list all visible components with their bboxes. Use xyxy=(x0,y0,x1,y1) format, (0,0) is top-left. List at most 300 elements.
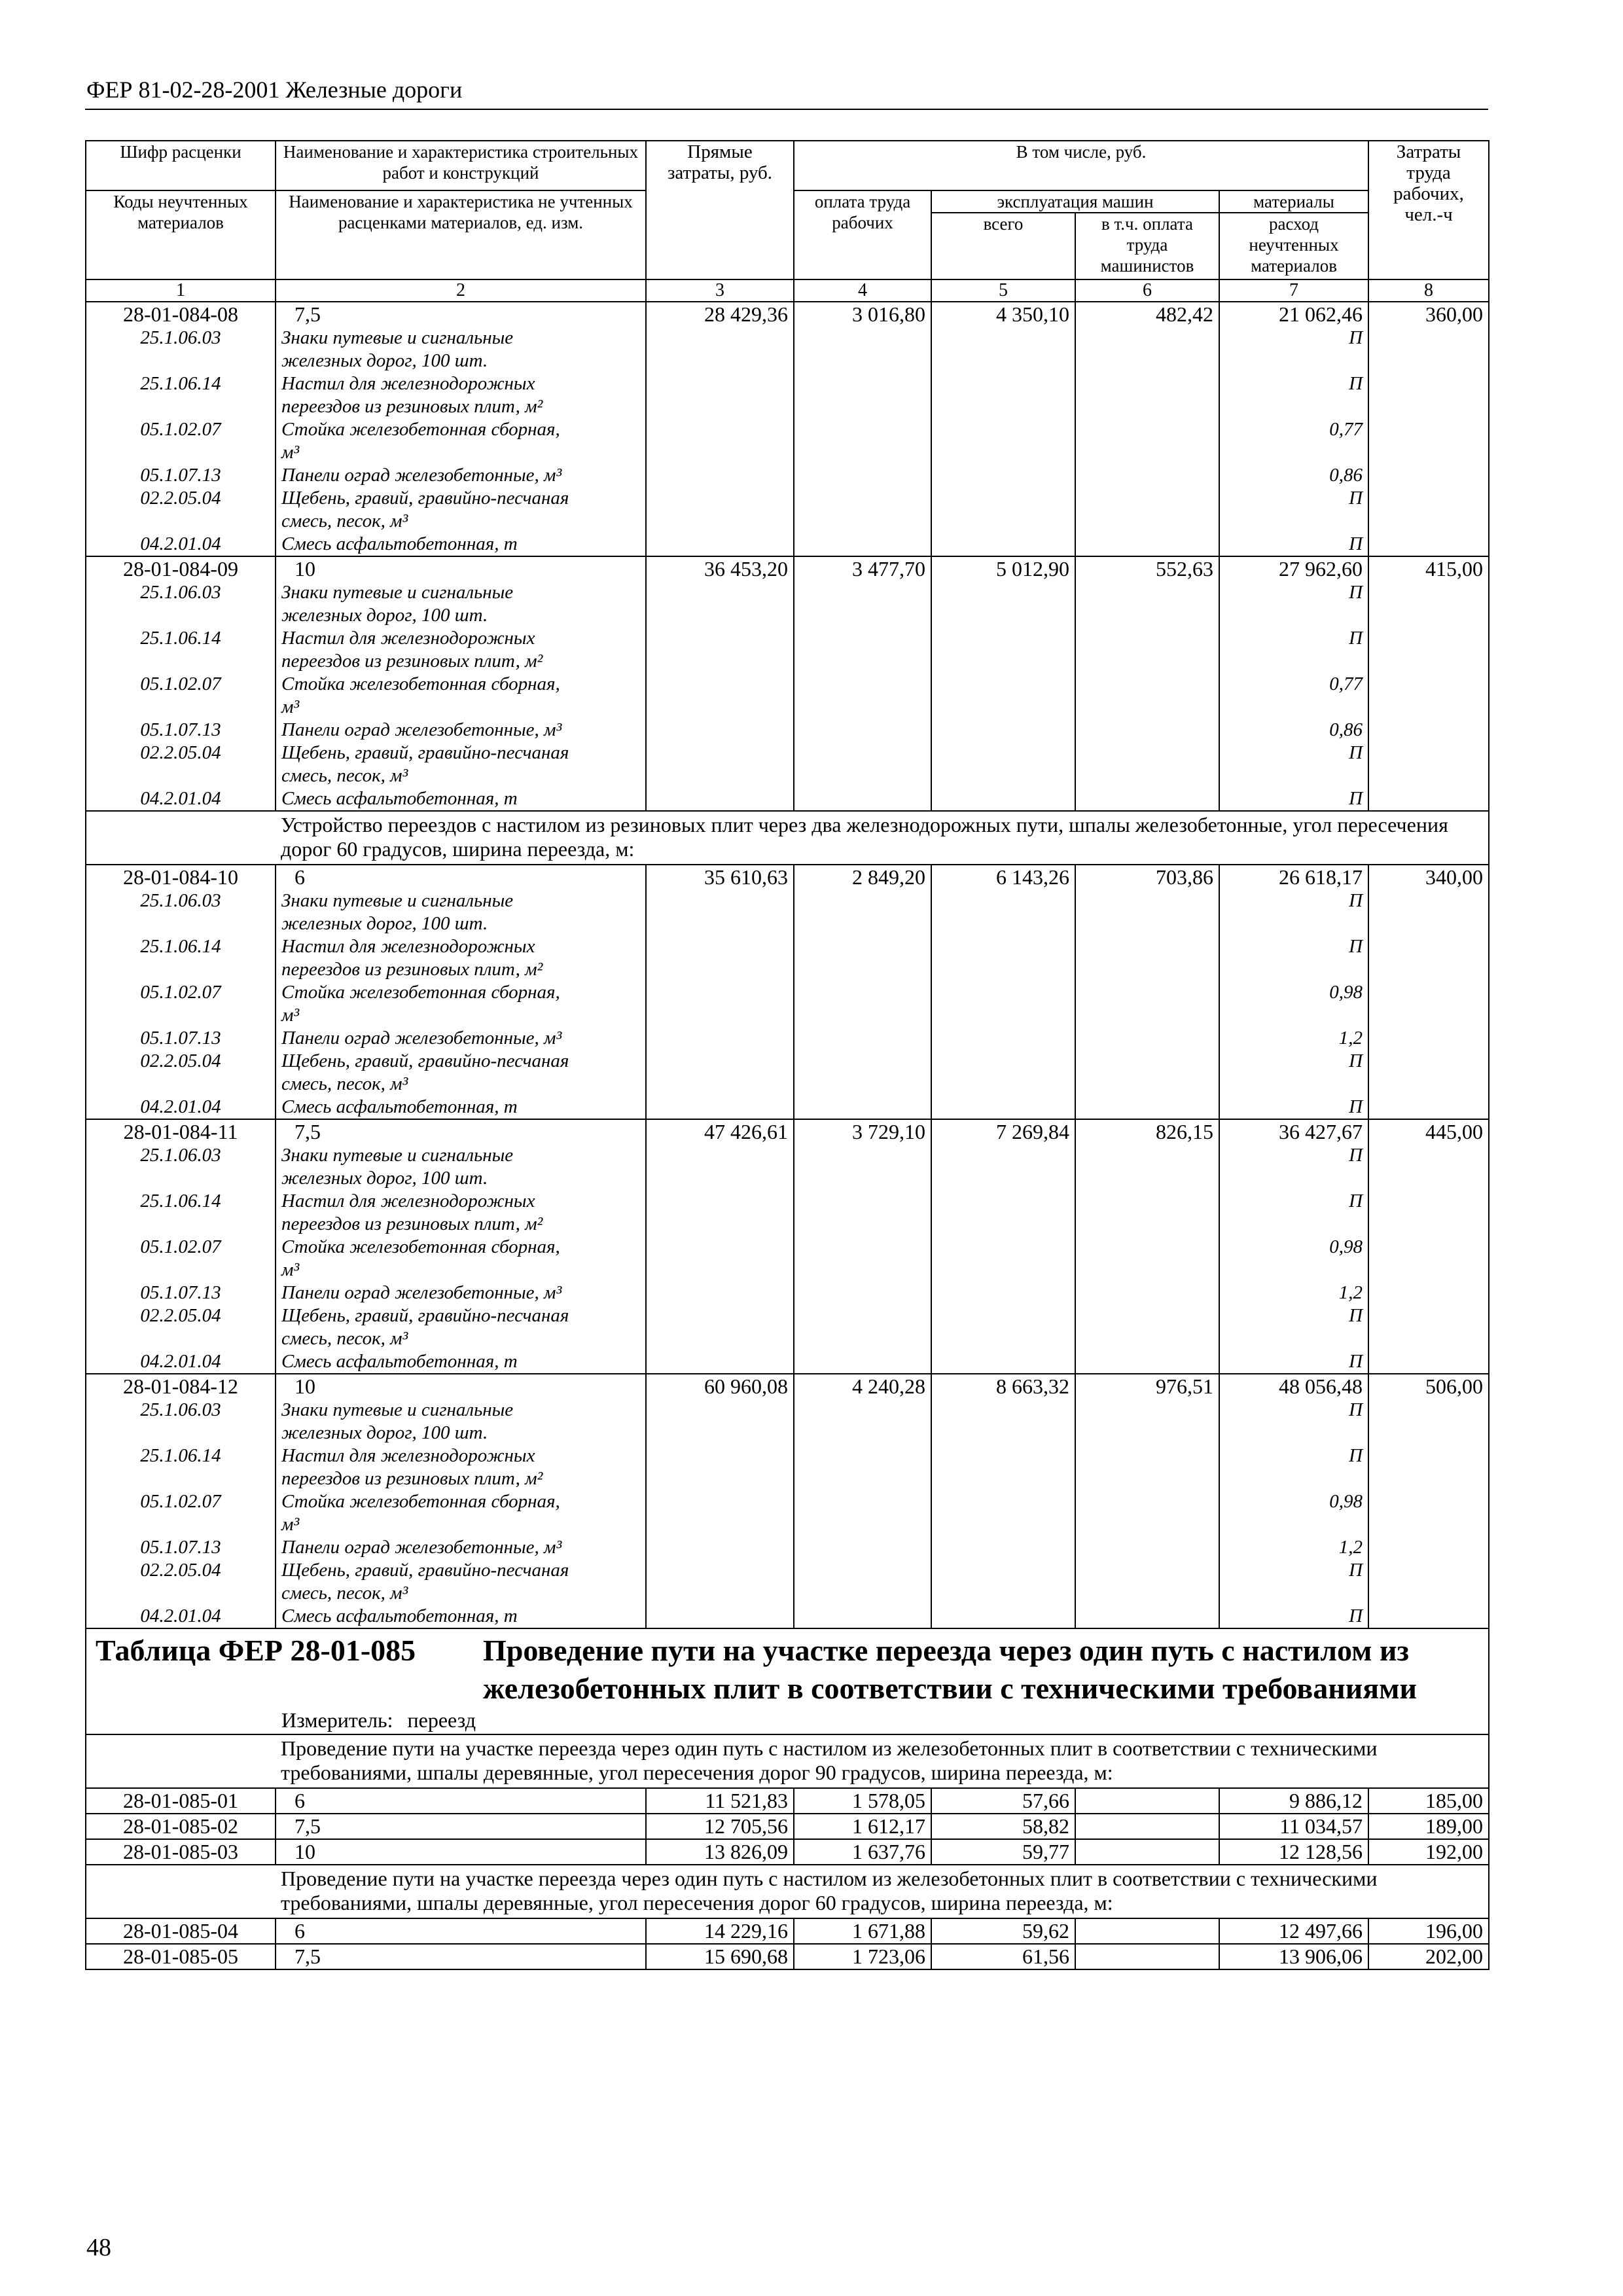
material-consumption: 1,2 xyxy=(1219,1027,1368,1050)
material-name xyxy=(276,673,646,719)
material-consumption: П xyxy=(1219,787,1368,811)
machines-pay: 482,42 xyxy=(1075,302,1219,327)
material-name-line: Стойка железобетонная сборная, xyxy=(281,1236,560,1257)
column-number: 5 xyxy=(931,279,1075,302)
direct-cost: 36 453,20 xyxy=(646,556,794,581)
material-code: 02.2.05.04 xyxy=(86,1304,276,1350)
table-title-cell xyxy=(86,1628,1489,1734)
empty-cell xyxy=(646,581,794,627)
material-name xyxy=(276,1144,646,1190)
material-name-line: Настил для железнодорожных xyxy=(281,1445,535,1466)
empty-cell xyxy=(646,418,794,464)
empty-cell xyxy=(931,1027,1075,1050)
empty-cell xyxy=(931,719,1075,742)
header-machines-pay: в т.ч. оплата труда машинистов xyxy=(1075,213,1219,279)
section-row xyxy=(86,1734,1489,1788)
machines-pay: 552,63 xyxy=(1075,556,1219,581)
table-title-row xyxy=(86,1628,1489,1734)
machines-total: 6 143,26 xyxy=(931,865,1075,889)
direct-cost: 14 229,16 xyxy=(646,1918,794,1944)
material-row xyxy=(86,1399,1489,1444)
material-consumption: П xyxy=(1219,935,1368,981)
material-code: 25.1.06.14 xyxy=(86,372,276,418)
rate-row xyxy=(86,302,1489,327)
material-code: 25.1.06.03 xyxy=(86,1399,276,1444)
material-name-line: Панели оград железобетонные, м³ xyxy=(281,465,562,486)
empty-cell xyxy=(646,673,794,719)
material-consumption: П xyxy=(1219,327,1368,372)
labor-pay: 1 578,05 xyxy=(794,1788,931,1814)
material-code: 05.1.02.07 xyxy=(86,1490,276,1536)
machines-pay xyxy=(1075,1918,1219,1944)
material-name xyxy=(276,1444,646,1490)
table-caption: Проведение пути на участке переезда через один путь с настилом из железобетонных плит в соответствии с техническими требованиями xyxy=(483,1634,1417,1705)
machines-total: 7 269,84 xyxy=(931,1119,1075,1144)
empty-cell xyxy=(931,1536,1075,1559)
material-row xyxy=(86,464,1489,487)
header-labor: Затраты труда рабочих, чел.-ч xyxy=(1368,141,1489,279)
empty-cell xyxy=(931,981,1075,1027)
material-code: 25.1.06.14 xyxy=(86,1444,276,1490)
material-name-line: Настил для железнодорожных xyxy=(281,936,535,957)
material-code: 25.1.06.14 xyxy=(86,1190,276,1236)
empty-cell xyxy=(931,787,1075,811)
empty-cell xyxy=(794,935,931,981)
material-name-line: переездов из резиновых плит, м² xyxy=(281,959,543,980)
empty-cell xyxy=(794,1027,931,1050)
material-row xyxy=(86,889,1489,935)
empty-cell xyxy=(1075,327,1219,372)
empty-cell xyxy=(1368,487,1489,533)
material-name-line: м³ xyxy=(281,696,300,717)
material-code: 05.1.07.13 xyxy=(86,719,276,742)
labor-hours: 196,00 xyxy=(1368,1918,1489,1944)
empty-cell xyxy=(794,1304,931,1350)
material-name-line: м³ xyxy=(281,442,300,463)
material-name xyxy=(276,1605,646,1628)
empty-cell xyxy=(646,1605,794,1628)
empty-cell xyxy=(794,1144,931,1190)
labor-pay: 1 723,06 xyxy=(794,1944,931,1969)
rate-name: 6 xyxy=(276,1788,646,1814)
material-name xyxy=(276,1190,646,1236)
meter xyxy=(92,1708,1483,1734)
empty-cell xyxy=(931,742,1075,787)
material-name-line: Знаки путевые и сигнальные xyxy=(281,1399,514,1420)
empty-cell xyxy=(1368,1236,1489,1282)
material-name xyxy=(276,719,646,742)
empty-cell xyxy=(1075,1282,1219,1304)
empty-cell xyxy=(794,1282,931,1304)
material-name xyxy=(276,372,646,418)
empty-cell xyxy=(931,1605,1075,1628)
empty-cell xyxy=(1075,1236,1219,1282)
machines-total: 57,66 xyxy=(931,1788,1075,1814)
material-code: 05.1.07.13 xyxy=(86,1282,276,1304)
header-machines: эксплуатация машин xyxy=(931,190,1219,213)
empty-cell xyxy=(646,1144,794,1190)
material-code: 25.1.06.03 xyxy=(86,581,276,627)
material-name-line: Знаки путевые и сигнальные xyxy=(281,327,514,348)
material-name xyxy=(276,1050,646,1096)
material-row xyxy=(86,327,1489,372)
materials-cost: 9 886,12 xyxy=(1219,1788,1368,1814)
material-name-line: Смесь асфальтобетонная, т xyxy=(281,1605,518,1626)
material-consumption: 1,2 xyxy=(1219,1282,1368,1304)
empty-cell xyxy=(794,889,931,935)
material-name xyxy=(276,581,646,627)
material-code: 05.1.02.07 xyxy=(86,981,276,1027)
empty-cell xyxy=(1368,935,1489,981)
material-code: 05.1.02.07 xyxy=(86,673,276,719)
empty-cell xyxy=(794,533,931,556)
empty-cell xyxy=(1075,1444,1219,1490)
material-name-line: Стойка железобетонная сборная, xyxy=(281,419,560,440)
material-name xyxy=(276,981,646,1027)
material-row xyxy=(86,1559,1489,1605)
direct-cost: 35 610,63 xyxy=(646,865,794,889)
empty-cell xyxy=(1075,742,1219,787)
empty-cell xyxy=(794,1444,931,1490)
empty-cell xyxy=(794,981,931,1027)
empty-cell xyxy=(1368,1444,1489,1490)
material-code: 02.2.05.04 xyxy=(86,742,276,787)
empty-cell xyxy=(1368,1399,1489,1444)
empty-cell xyxy=(931,627,1075,673)
material-consumption: 0,86 xyxy=(1219,464,1368,487)
material-code: 04.2.01.04 xyxy=(86,1605,276,1628)
section-spacer xyxy=(86,811,276,865)
empty-cell xyxy=(646,1050,794,1096)
empty-cell xyxy=(794,1605,931,1628)
rate-name: 10 xyxy=(276,556,646,581)
empty-cell xyxy=(794,1190,931,1236)
empty-cell xyxy=(646,981,794,1027)
empty-cell xyxy=(931,327,1075,372)
empty-cell xyxy=(1075,889,1219,935)
material-name-line: переездов из резиновых плит, м² xyxy=(281,1213,543,1234)
empty-cell xyxy=(1368,1490,1489,1536)
labor-pay: 3 016,80 xyxy=(794,302,931,327)
empty-cell xyxy=(646,742,794,787)
material-consumption: П xyxy=(1219,1605,1368,1628)
labor-hours: 202,00 xyxy=(1368,1944,1489,1969)
empty-cell xyxy=(1075,1350,1219,1374)
material-name-line: Щебень, гравий, гравийно-песчаная xyxy=(281,1305,569,1326)
empty-cell xyxy=(931,1444,1075,1490)
material-name-line: Стойка железобетонная сборная, xyxy=(281,1491,560,1512)
rate-row xyxy=(86,1814,1489,1839)
material-row xyxy=(86,787,1489,811)
empty-cell xyxy=(1075,1096,1219,1119)
empty-cell xyxy=(794,719,931,742)
material-row xyxy=(86,1536,1489,1559)
labor-hours: 415,00 xyxy=(1368,556,1489,581)
rate-code: 28-01-084-10 xyxy=(86,865,276,889)
empty-cell xyxy=(931,1282,1075,1304)
empty-cell xyxy=(794,1050,931,1096)
machines-pay xyxy=(1075,1814,1219,1839)
empty-cell xyxy=(931,464,1075,487)
rate-row xyxy=(86,1839,1489,1865)
material-consumption: П xyxy=(1219,533,1368,556)
empty-cell xyxy=(931,1559,1075,1605)
header-including: В том числе, руб. xyxy=(794,141,1368,190)
empty-cell xyxy=(794,627,931,673)
empty-cell xyxy=(646,935,794,981)
empty-cell xyxy=(1368,327,1489,372)
labor-pay: 1 637,76 xyxy=(794,1839,931,1865)
material-name xyxy=(276,787,646,811)
labor-hours: 340,00 xyxy=(1368,865,1489,889)
material-row xyxy=(86,1236,1489,1282)
page-number: 48 xyxy=(86,2234,111,2261)
rate-code: 28-01-085-04 xyxy=(86,1918,276,1944)
material-name-line: Знаки путевые и сигнальные xyxy=(281,582,514,603)
material-name-line: смесь, песок, м³ xyxy=(281,765,408,786)
labor-hours: 360,00 xyxy=(1368,302,1489,327)
empty-cell xyxy=(794,487,931,533)
empty-cell xyxy=(646,372,794,418)
empty-cell xyxy=(646,1444,794,1490)
material-name xyxy=(276,1304,646,1350)
materials-cost: 27 962,60 xyxy=(1219,556,1368,581)
header-labor-pay: оплата труда рабочих xyxy=(794,190,931,279)
empty-cell xyxy=(1075,464,1219,487)
empty-cell xyxy=(1075,1144,1219,1190)
material-name-line: Смесь асфальтобетонная, т xyxy=(281,1351,518,1372)
empty-cell xyxy=(1368,533,1489,556)
labor-pay: 3 729,10 xyxy=(794,1119,931,1144)
materials-cost: 21 062,46 xyxy=(1219,302,1368,327)
empty-cell xyxy=(1075,1190,1219,1236)
empty-cell xyxy=(1075,1559,1219,1605)
running-head: ФЕР 81-02-28-2001 Железные дороги xyxy=(86,77,463,103)
material-name-line: Щебень, гравий, гравийно-песчаная xyxy=(281,488,569,509)
material-name xyxy=(276,627,646,673)
materials-cost: 48 056,48 xyxy=(1219,1374,1368,1399)
empty-cell xyxy=(931,487,1075,533)
material-name-line: железных дорог, 100 шт. xyxy=(281,1422,488,1443)
material-consumption: 1,2 xyxy=(1219,1536,1368,1559)
material-name xyxy=(276,1490,646,1536)
material-name-line: переездов из резиновых плит, м² xyxy=(281,651,543,672)
material-name xyxy=(276,487,646,533)
empty-cell xyxy=(1075,719,1219,742)
empty-cell xyxy=(794,742,931,787)
material-name xyxy=(276,742,646,787)
material-name-line: железных дорог, 100 шт. xyxy=(281,913,488,934)
material-row xyxy=(86,1350,1489,1374)
empty-cell xyxy=(646,1236,794,1282)
empty-cell xyxy=(1368,1350,1489,1374)
empty-cell xyxy=(1368,372,1489,418)
material-name-line: Смесь асфальтобетонная, т xyxy=(281,1096,518,1117)
labor-hours: 506,00 xyxy=(1368,1374,1489,1399)
material-row xyxy=(86,742,1489,787)
material-consumption: 0,86 xyxy=(1219,719,1368,742)
empty-cell xyxy=(1075,981,1219,1027)
machines-pay: 976,51 xyxy=(1075,1374,1219,1399)
empty-cell xyxy=(646,1190,794,1236)
empty-cell xyxy=(646,719,794,742)
empty-cell xyxy=(1368,981,1489,1027)
machines-pay xyxy=(1075,1944,1219,1969)
empty-cell xyxy=(1368,627,1489,673)
material-row xyxy=(86,1282,1489,1304)
labor-hours: 192,00 xyxy=(1368,1839,1489,1865)
empty-cell xyxy=(646,1304,794,1350)
empty-cell xyxy=(931,889,1075,935)
material-consumption: П xyxy=(1219,742,1368,787)
empty-cell xyxy=(931,1236,1075,1282)
material-consumption: П xyxy=(1219,1144,1368,1190)
rate-name: 10 xyxy=(276,1839,646,1865)
rate-code: 28-01-084-11 xyxy=(86,1119,276,1144)
machines-total: 59,77 xyxy=(931,1839,1075,1865)
machines-total: 5 012,90 xyxy=(931,556,1075,581)
rate-code: 28-01-085-03 xyxy=(86,1839,276,1865)
material-name-line: Панели оград железобетонные, м³ xyxy=(281,1028,562,1049)
material-code: 05.1.07.13 xyxy=(86,464,276,487)
material-code: 05.1.07.13 xyxy=(86,1536,276,1559)
material-row xyxy=(86,581,1489,627)
material-name-line: Знаки путевые и сигнальные xyxy=(281,1145,514,1166)
labor-pay: 2 849,20 xyxy=(794,865,931,889)
material-name xyxy=(276,1350,646,1374)
empty-cell xyxy=(794,327,931,372)
rate-code: 28-01-084-09 xyxy=(86,556,276,581)
material-name xyxy=(276,418,646,464)
rate-code: 28-01-084-08 xyxy=(86,302,276,327)
empty-cell xyxy=(931,1304,1075,1350)
machines-pay: 703,86 xyxy=(1075,865,1219,889)
direct-cost: 15 690,68 xyxy=(646,1944,794,1969)
material-code: 04.2.01.04 xyxy=(86,1350,276,1374)
empty-cell xyxy=(1368,719,1489,742)
material-code: 04.2.01.04 xyxy=(86,1096,276,1119)
material-name-line: Панели оград железобетонные, м³ xyxy=(281,1282,562,1303)
empty-cell xyxy=(931,581,1075,627)
rate-name: 7,5 xyxy=(276,1119,646,1144)
empty-cell xyxy=(794,581,931,627)
rate-code: 28-01-085-05 xyxy=(86,1944,276,1969)
material-name xyxy=(276,1096,646,1119)
material-code: 02.2.05.04 xyxy=(86,487,276,533)
empty-cell xyxy=(794,787,931,811)
column-number: 7 xyxy=(1219,279,1368,302)
section-heading: Проведение пути на участке переезда через один путь с настилом из железобетонных плит в соответствии с техническими требованиями, шпалы деревянные, угол пересечения дорог 60 градусов, ширина переезда, м: xyxy=(276,1865,1489,1918)
material-consumption: П xyxy=(1219,1350,1368,1374)
materials-cost: 12 128,56 xyxy=(1219,1839,1368,1865)
machines-total: 58,82 xyxy=(931,1814,1075,1839)
material-consumption: 0,98 xyxy=(1219,1490,1368,1536)
empty-cell xyxy=(646,627,794,673)
empty-cell xyxy=(646,533,794,556)
material-code: 25.1.06.14 xyxy=(86,935,276,981)
material-name-line: смесь, песок, м³ xyxy=(281,1073,408,1094)
empty-cell xyxy=(1368,742,1489,787)
empty-cell xyxy=(1075,1605,1219,1628)
material-code: 02.2.05.04 xyxy=(86,1050,276,1096)
material-consumption: 0,77 xyxy=(1219,418,1368,464)
empty-cell xyxy=(1075,1050,1219,1096)
machines-pay xyxy=(1075,1788,1219,1814)
material-name-line: Настил для железнодорожных xyxy=(281,628,535,649)
material-name xyxy=(276,327,646,372)
column-number: 2 xyxy=(276,279,646,302)
material-row xyxy=(86,487,1489,533)
empty-cell xyxy=(1368,1190,1489,1236)
table-title xyxy=(92,1629,1483,1708)
empty-cell xyxy=(646,1350,794,1374)
material-row xyxy=(86,1605,1489,1628)
material-name xyxy=(276,1236,646,1282)
empty-cell xyxy=(1368,1304,1489,1350)
material-code: 05.1.07.13 xyxy=(86,1027,276,1050)
empty-cell xyxy=(1075,581,1219,627)
empty-cell xyxy=(1075,1399,1219,1444)
header-code-top: Шифр расценки xyxy=(86,141,276,190)
empty-cell xyxy=(931,1350,1075,1374)
header-name-top: Наименование и характеристика строительных работ и конструкций xyxy=(276,141,646,190)
empty-cell xyxy=(646,787,794,811)
material-row xyxy=(86,418,1489,464)
empty-cell xyxy=(1075,787,1219,811)
materials-cost: 36 427,67 xyxy=(1219,1119,1368,1144)
empty-cell xyxy=(1368,889,1489,935)
material-name xyxy=(276,935,646,981)
header-machines-total: всего xyxy=(931,213,1075,279)
material-consumption: П xyxy=(1219,1190,1368,1236)
empty-cell xyxy=(1368,1027,1489,1050)
empty-cell xyxy=(1368,787,1489,811)
material-name xyxy=(276,1027,646,1050)
section-heading: Проведение пути на участке переезда через один путь с настилом из железобетонных плит в соответствии с техническими требованиями, шпалы деревянные, угол пересечения дорог 90 градусов, ширина переезда, м: xyxy=(276,1734,1489,1788)
header-direct: Прямые затраты, руб. xyxy=(646,141,794,279)
material-name-line: железных дорог, 100 шт. xyxy=(281,1168,488,1189)
empty-cell xyxy=(1075,935,1219,981)
labor-pay: 4 240,28 xyxy=(794,1374,931,1399)
empty-cell xyxy=(931,372,1075,418)
material-row xyxy=(86,1304,1489,1350)
empty-cell xyxy=(1368,581,1489,627)
section-spacer xyxy=(86,1734,276,1788)
material-code: 25.1.06.14 xyxy=(86,627,276,673)
empty-cell xyxy=(794,1350,931,1374)
material-consumption: П xyxy=(1219,1304,1368,1350)
rate-name: 10 xyxy=(276,1374,646,1399)
materials-cost: 12 497,66 xyxy=(1219,1918,1368,1944)
material-name-line: смесь, песок, м³ xyxy=(281,511,408,531)
material-name-line: Смесь асфальтобетонная, т xyxy=(281,788,518,809)
labor-pay: 1 612,17 xyxy=(794,1814,931,1839)
material-row xyxy=(86,1050,1489,1096)
header-rule xyxy=(85,109,1488,110)
empty-cell xyxy=(1075,1536,1219,1559)
material-row xyxy=(86,1190,1489,1236)
empty-cell xyxy=(646,1490,794,1536)
rate-row xyxy=(86,865,1489,889)
material-name-line: Настил для железнодорожных xyxy=(281,373,535,394)
empty-cell xyxy=(1368,1536,1489,1559)
material-name-line: Настил для железнодорожных xyxy=(281,1191,535,1211)
empty-cell xyxy=(646,487,794,533)
direct-cost: 28 429,36 xyxy=(646,302,794,327)
empty-cell xyxy=(931,1144,1075,1190)
direct-cost: 12 705,56 xyxy=(646,1814,794,1839)
material-row xyxy=(86,1096,1489,1119)
